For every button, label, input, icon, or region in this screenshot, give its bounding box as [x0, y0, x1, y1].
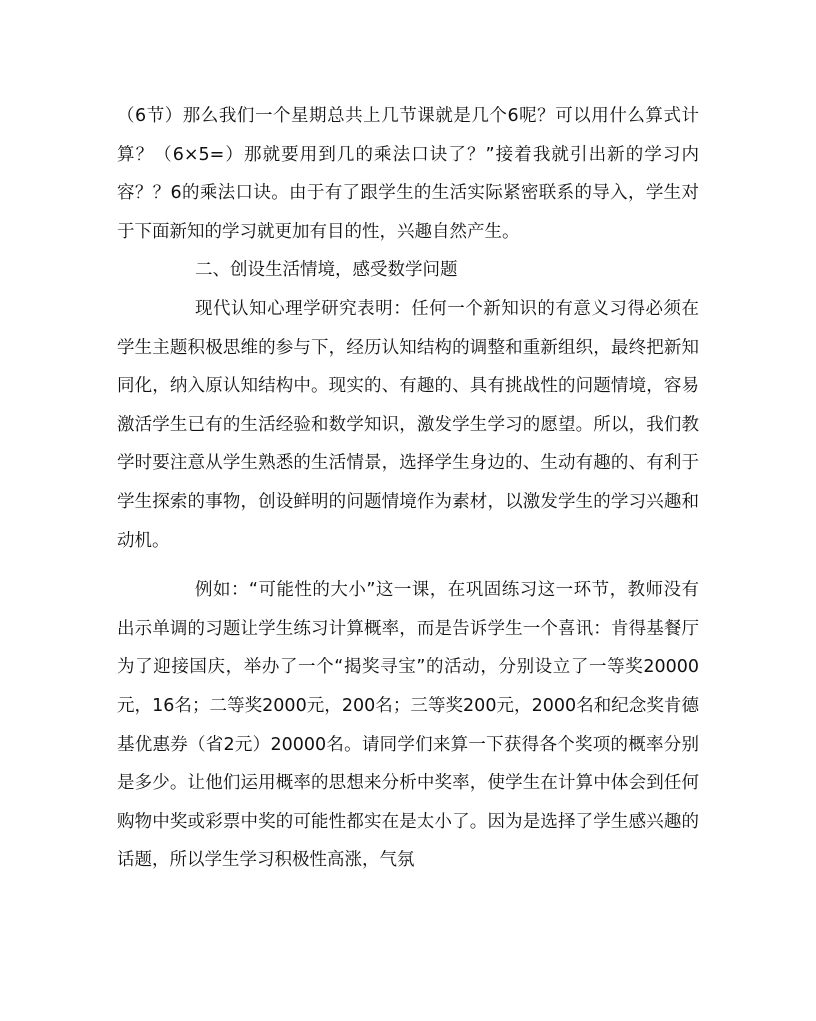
paragraph-gap: [117, 560, 699, 571]
paragraph-cognitive-psychology: 现代认知心理学研究表明：任何一个新知识的有意义习得必须在学生主题积极思维的参与下，经历认知结构的调整和重新组织，最终把新知同化，纳入原认知结构中。现实的、有趣的、具有挑战性的问题情境，容易激活学生已有的生活经验和数学知识，激发学生学习的愿望。所以，我们教学时要注意从学生熟悉的生活情景，选择学生身边的、生动有趣的、有利于学生探索的事物，创设鲜明的问题情境作为素材，以激发学生的学习兴趣和动机。: [117, 298, 699, 551]
paragraph-intro-continuation: （6节）那么我们一个星期总共上几节课就是几个6呢？可以用什么算式计算？（6×5=）那就要用到几的乘法口诀了？”接着我就引出新的学习内容？？6的乘法口诀。由于有了跟学生的生活实际紧密联系的导入，学生对于下面新知的学习就更加有目的性，兴趣自然产生。: [117, 106, 699, 242]
paragraph-example: 例如：“可能性的大小”这一课，在巩固练习这一环节，教师没有出示单调的习题让学生练习计算概率，而是告诉学生一个喜讯：肯得基餐厅为了迎接国庆，举办了一个“揭奖寻宝”的活动，分别设立了一等奖20000元，16名；二等奖2000元，200名；三等奖200元，2000名和纪念奖肯德基优惠券（省2元）20000名。请同学们来算一下获得各个奖项的概率分别是多少。让他们运用概率的思想来分析中奖率，使学生在计算中体会到任何购物中奖或彩票中奖的可能性都实在是太小了。因为是选择了学生感兴趣的话题，所以学生学习积极性高涨，气氛: [117, 580, 699, 871]
document-body: [117, 97, 699, 880]
section-heading: 二、创设生活情境，感受数学问题: [195, 260, 458, 281]
